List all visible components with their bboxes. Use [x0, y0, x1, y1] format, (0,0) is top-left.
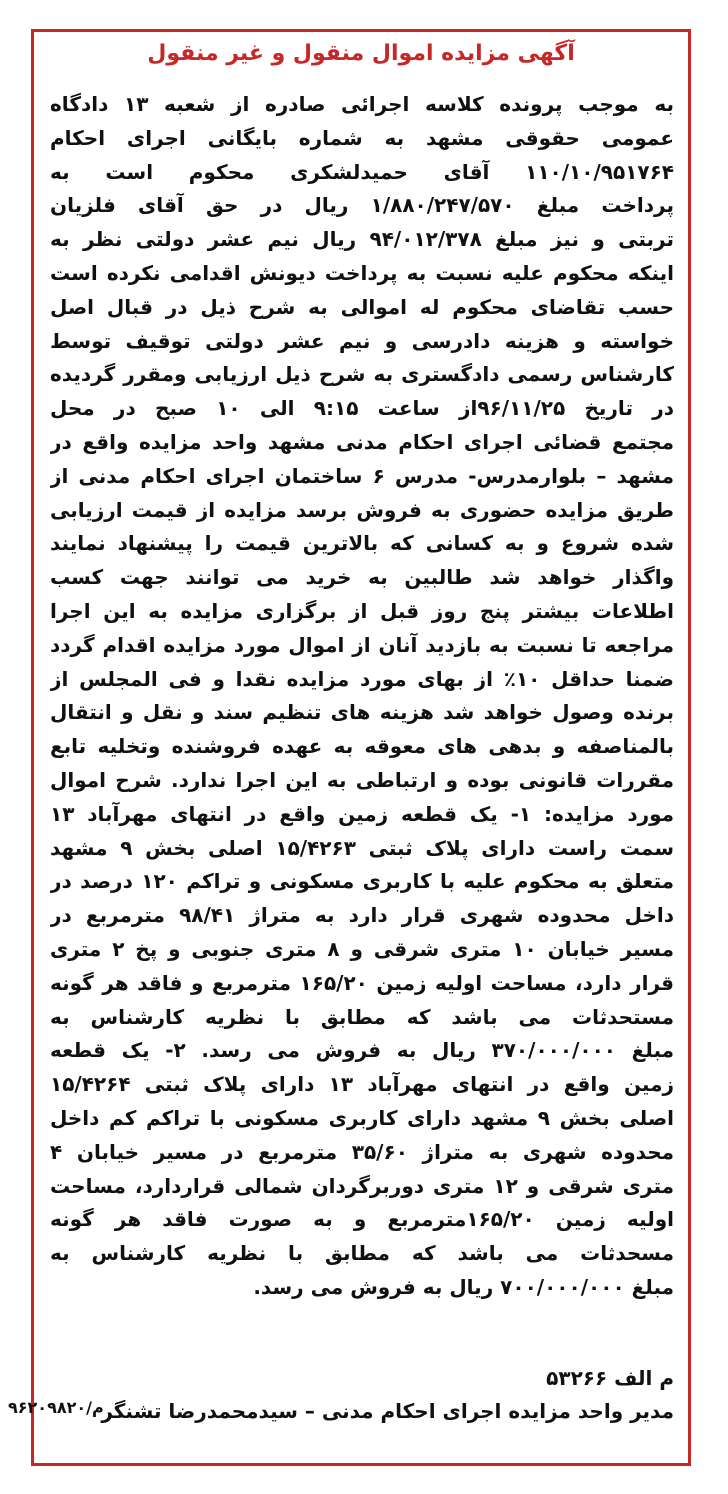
- notice-body-line: مبلغ ۳۷۰/۰۰۰/۰۰۰ ریال به فروش می رسد. ۲- یک قطعه: [50, 1038, 674, 1063]
- notice-body-line: پرداخت مبلغ ۱/۸۸۰/۲۴۷/۵۷۰ ریال در حق آقای فلزیان: [50, 193, 674, 218]
- notice-footer: [50, 1362, 674, 1428]
- notice-body-line: مقررات قانونی بوده و ارتباطی به این اجرا ندارد. شرح اموال: [50, 767, 674, 792]
- notice-body-line: مسیر خیابان ۱۰ متری شرقی و ۸ متری جنوبی و پخ ۲ متری: [50, 936, 674, 961]
- notice-body-line: مبلغ ۷۰۰/۰۰۰/۰۰۰ ریال به فروش می رسد.: [253, 1274, 674, 1299]
- notice-body-line: اطلاعات بیشتر پنج روز قبل از برگزاری مزایده به این اجرا: [50, 598, 674, 623]
- notice-body: [50, 88, 674, 1305]
- notice-frame: [31, 29, 691, 1466]
- notice-body-line: در تاریخ ۹۶/۱۱/۲۵از ساعت ۹:۱۵ الی ۱۰ صبح در محل: [50, 396, 674, 421]
- notice-body-line: اولیه زمین ۱۶۵/۲۰مترمربع و به صورت فاقد هر گونه: [50, 1207, 674, 1232]
- notice-body-line: ضمنا حداقل ۱۰٪ از بهای مورد مزایده نقدا و فی المجلس از: [50, 666, 674, 691]
- notice-body-line: داخل محدوده شهری قرار دارد به متراژ ۹۸/۴۱ مترمربع در: [50, 903, 674, 928]
- notice-body-line: به موجب پرونده کلاسه اجرائی صادره از شعبه ۱۳ دادگاه: [50, 92, 674, 116]
- notice-body-line: کارشناس رسمی دادگستری به شرح ذیل ارزیابی ومقرر گردیده: [50, 362, 674, 387]
- notice-body-line: حسب تقاضای محکوم له اموالی به شرح ذیل در قبال اصل: [50, 294, 674, 319]
- notice-body-line: برنده وصول خواهد شد هزینه های تنظیم سند و نقل و انتقال: [50, 700, 674, 725]
- notice-body-line: تربتی و نیز مبلغ ۹۴/۰۱۲/۳۷۸ ریال نیم عشر دولتی نظر به: [50, 227, 674, 252]
- notice-ref-number: م الف ۵۳۲۶۶: [546, 1366, 674, 1390]
- notice-body-line: اینکه محکوم علیه نسبت به پرداخت دیونش اقدامی نکرده است: [50, 260, 674, 285]
- notice-body-line: مراجعه تا نسبت به بازدید آنان از اموال مورد مزایده اقدام گردد: [50, 632, 674, 657]
- notice-body-line: بالمناصفه و بدهی های معوقه به عهده فروشنده وتخلیه تابع: [50, 734, 674, 759]
- notice-body-line: خواسته و هزینه دادرسی و نیم عشر دولتی توقیف توسط: [50, 328, 674, 353]
- notice-code: م/۹۶۲۰۹۸۲۰: [8, 1398, 104, 1417]
- notice-body-line: سمت راست دارای پلاک ثبتی ۱۵/۴۲۶۳ اصلی بخش ۹ مشهد: [50, 835, 674, 860]
- notice-body-line: واگذار خواهد شد طالبین به خرید می توانند جهت کسب: [50, 565, 674, 590]
- notice-body-line: مجتمع قضائی اجرای احکام مدنی مشهد واحد مزایده واقع در: [50, 429, 674, 454]
- notice-signature: مدیر واحد مزایده اجرای احکام مدنی – سیدمحمدرضا تشنگر: [101, 1399, 674, 1423]
- notice-body-line: متری شرقی و ۱۲ متری دوربرگردان شمالی قراردارد، مساحت: [50, 1173, 674, 1198]
- notice-body-line: طریق مزایده حضوری به فروش برسد مزایده از قیمت ارزیابی: [50, 497, 674, 522]
- notice-body-line: اصلی بخش ۹ مشهد دارای کاربری مسکونی با تراکم کم داخل: [50, 1105, 674, 1130]
- notice-body-line: زمین واقع در انتهای مهرآباد ۱۳ دارای پلاک ثبتی ۱۵/۴۲۶۴: [50, 1072, 674, 1097]
- notice-body-line: قرار دارد، مساحت اولیه زمین ۱۶۵/۲۰ مترمربع و فاقد هر گونه: [50, 970, 674, 995]
- notice-body-line: محدوده شهری به متراژ ۳۵/۶۰ مترمربع در مسیر خیابان ۴: [50, 1139, 674, 1164]
- notice-body-line: مسحدثات می باشد که مطابق با نظریه کارشناس به: [50, 1241, 674, 1266]
- notice-body-line: ۱۱۰/۱۰/۹۵۱۷۶۴ آقای حمیدلشکری محکوم است به: [50, 159, 674, 184]
- notice-body-line: عمومی حقوقی مشهد به شماره بایگانی اجرای احکام: [50, 125, 674, 150]
- notice-body-line: مورد مزایده: ۱- یک قطعه زمین واقع در انتهای مهرآباد ۱۳: [50, 801, 674, 826]
- notice-body-line: شده شروع و به کسانی که بالاترین قیمت را پیشنهاد نمایند: [50, 531, 674, 556]
- notice-title: آگهی مزایده اموال منقول و غیر منقول: [147, 41, 575, 66]
- notice-body-line: متعلق به محکوم علیه با کاربری مسکونی و تراکم ۱۲۰ درصد در: [50, 869, 674, 894]
- notice-body-line: مشهد – بلوارمدرس- مدرس ۶ ساختمان اجرای احکام مدنی از: [50, 463, 674, 488]
- notice-body-line: مستحدثات می باشد که مطابق با نظریه کارشناس به: [50, 1004, 674, 1029]
